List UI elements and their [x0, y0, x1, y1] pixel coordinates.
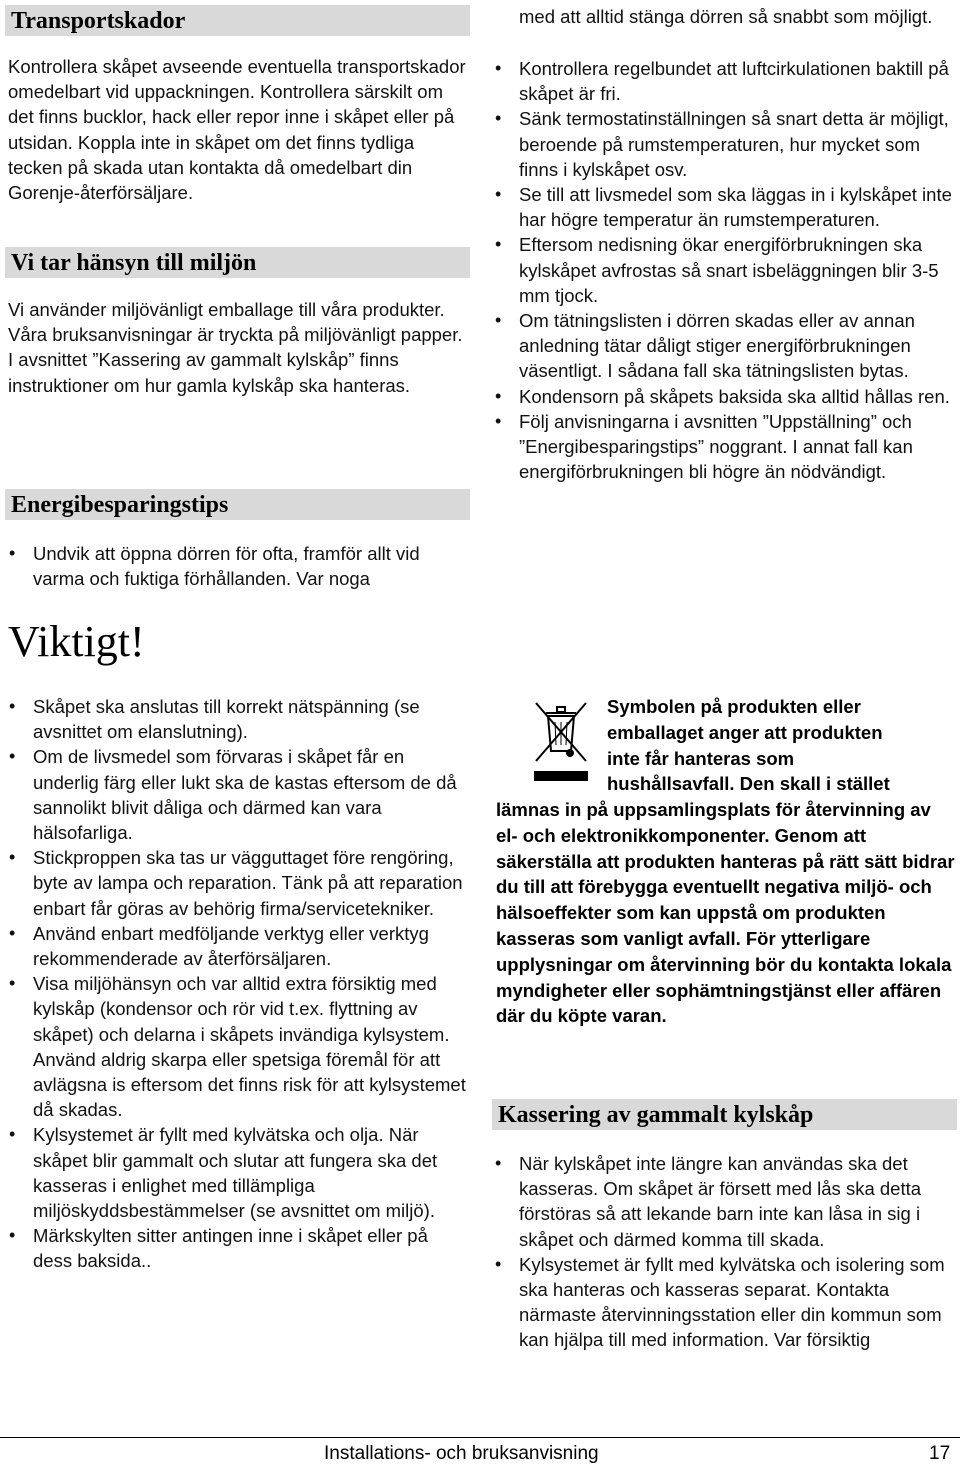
energi-list-left	[9, 541, 471, 591]
weee-text-top	[607, 694, 957, 797]
weee-line: emballaget anger att produkten	[607, 721, 883, 743]
list-item: • Se till att livsmedel som ska läggas in i kylskåpet inte har högre temperatur än rumstemperaturen.	[495, 182, 956, 232]
energi-item-1-continued: med att alltid stänga dörren så snabbt som möjligt.	[519, 6, 933, 27]
list-item: • Om tätningslisten i dörren skadas eller av annan anledning tätar dåligt stiger energiförbrukningen väsentligt. I sådana fall ska tätningslisten bytas.	[495, 308, 956, 384]
heading-energibesparingstips: Energibesparingstips	[5, 489, 470, 520]
list-item: • Märkskylten sitter antingen inne i skåpet eller på dess baksida..	[9, 1223, 471, 1273]
list-item: • Undvik att öppna dörren för ofta, framför allt vid varma och fuktiga förhållanden. Var noga	[9, 541, 471, 591]
miljo-paragraph-1: Vi använder miljövänligt emballage till våra produkter.	[8, 299, 445, 320]
weee-text-rest: lämnas in på uppsamlingsplats för återvinning av el- och elektronikkomponenter. Genom att säkerställa att produkten hanteras på rätt sätt bidrar du till att förebygga eventuellt negativa miljö- och hälsoeffekter som kan uppstå om produkten kasseras som vanligt avfall. För ytterligare upplysningar om återvinning bör du kontakta lokala myndigheter eller sophämtningstjänst eller affären där du köpte varan.	[496, 799, 955, 1027]
kassering-list	[495, 1151, 956, 1353]
list-item: • Kylsystemet är fyllt med kylvätska och isolering som ska hanteras och kasseras separat. Kontakta närmaste återvinningsstation eller din kommun som kan hjälpa till med information. Var försiktig	[495, 1252, 956, 1353]
list-item: • Följ anvisningarna i avsnitten ”Uppställning” och ”Energibesparingstips” noggrant. I annat fall kan energiförbrukningen bli högre än nödvändigt.	[495, 409, 956, 485]
transportskador-text	[8, 54, 470, 205]
heading-miljo: Vi tar hänsyn till miljön	[5, 247, 470, 278]
energi-list-right	[495, 56, 956, 484]
list-item: • Eftersom nedisning ökar energiförbrukningen ska kylskåpet avfrostas så snart isbeläggningen blir 3-5 mm tjock.	[495, 232, 956, 308]
viktigt-list	[9, 694, 471, 1274]
list-item: • Kontrollera regelbundet att luftcirkulationen baktill på skåpet är fri.	[495, 56, 956, 106]
miljo-text	[8, 297, 470, 398]
list-item: • Sänk termostatinställningen så snart detta är möjligt, beroende på rumstemperaturen, hur mycket som finns i kylskåpet osv.	[495, 106, 956, 182]
weee-line: hushållsavfall. Den skall i stället	[607, 773, 890, 795]
miljo-paragraph-3: I avsnittet ”Kassering av gammalt kylskåp” finns instruktioner om hur gamla kylskåp ska hanteras.	[8, 349, 411, 396]
list-item: • Använd enbart medföljande verktyg eller verktyg rekommenderade av återförsäljaren.	[9, 921, 471, 971]
heading-kassering: Kassering av gammalt kylskåp	[492, 1099, 957, 1130]
footer-divider	[0, 1437, 960, 1438]
weee-line: inte får hanteras som	[607, 747, 795, 769]
list-item: • Skåpet ska anslutas till korrekt nätspänning (se avsnittet om elanslutning).	[9, 694, 471, 744]
crossed-out-wheelie-bin-icon	[530, 697, 592, 787]
list-item: • Visa miljöhänsyn och var alltid extra försiktig med kylskåp (kondensor och rör vid t.ex. flyttning av skåpet) och delarna i skåpets invändiga kylsystem. Använd aldrig skarpa eller spetsiga föremål för att avlägsna is eftersom det finns risk för att kylsystemet då skadas.	[9, 971, 471, 1122]
list-item: • Kondensorn på skåpets baksida ska alltid hållas ren.	[495, 384, 956, 409]
page-number: 17	[929, 1443, 951, 1464]
transportskador-paragraph: Kontrollera skåpet avseende eventuella transportskador omedelbart vid uppackningen. Kontrollera särskilt om det finns bucklor, hack eller repor inne i skåpet eller på utsidan. Koppla inte in skåpet om det finns tydliga tecken på skada utan kontakta då omedelbart din Gorenje-återförsäljare.	[8, 56, 466, 204]
list-item: • Kylsystemet är fyllt med kylvätska och olja. När skåpet blir gammalt och slutar att fungera ska det kasseras i enlighet med tillämpliga miljöskyddsbestämmelser (se avsnittet om miljö).	[9, 1122, 471, 1223]
list-item: • När kylskåpet inte längre kan användas ska det kasseras. Om skåpet är försett med lås ska detta förstöras så att lekande barn inte kan låsa in sig i skåpet och därmed komma till skada.	[495, 1151, 956, 1252]
list-item: • Stickproppen ska tas ur vägguttaget före rengöring, byte av lampa och reparation. Tänk på att reparation enbart får göras av behörig firma/servicetekniker.	[9, 845, 471, 921]
heading-viktigt: Viktigt!	[8, 617, 145, 666]
footer-title: Installations- och bruksanvisning	[324, 1443, 599, 1464]
energi-continuation	[519, 4, 956, 29]
heading-transportskador: Transportskador	[5, 5, 470, 36]
list-item: • Om de livsmedel som förvaras i skåpet får en underlig färg eller lukt ska de kastas eftersom de då sannolikt blivit dåliga och därmed kan vara hälsofarliga.	[9, 744, 471, 845]
miljo-paragraph-2: Våra bruksanvisningar är tryckta på miljövänligt papper.	[8, 324, 463, 346]
weee-line: Symbolen på produkten eller	[607, 696, 861, 717]
